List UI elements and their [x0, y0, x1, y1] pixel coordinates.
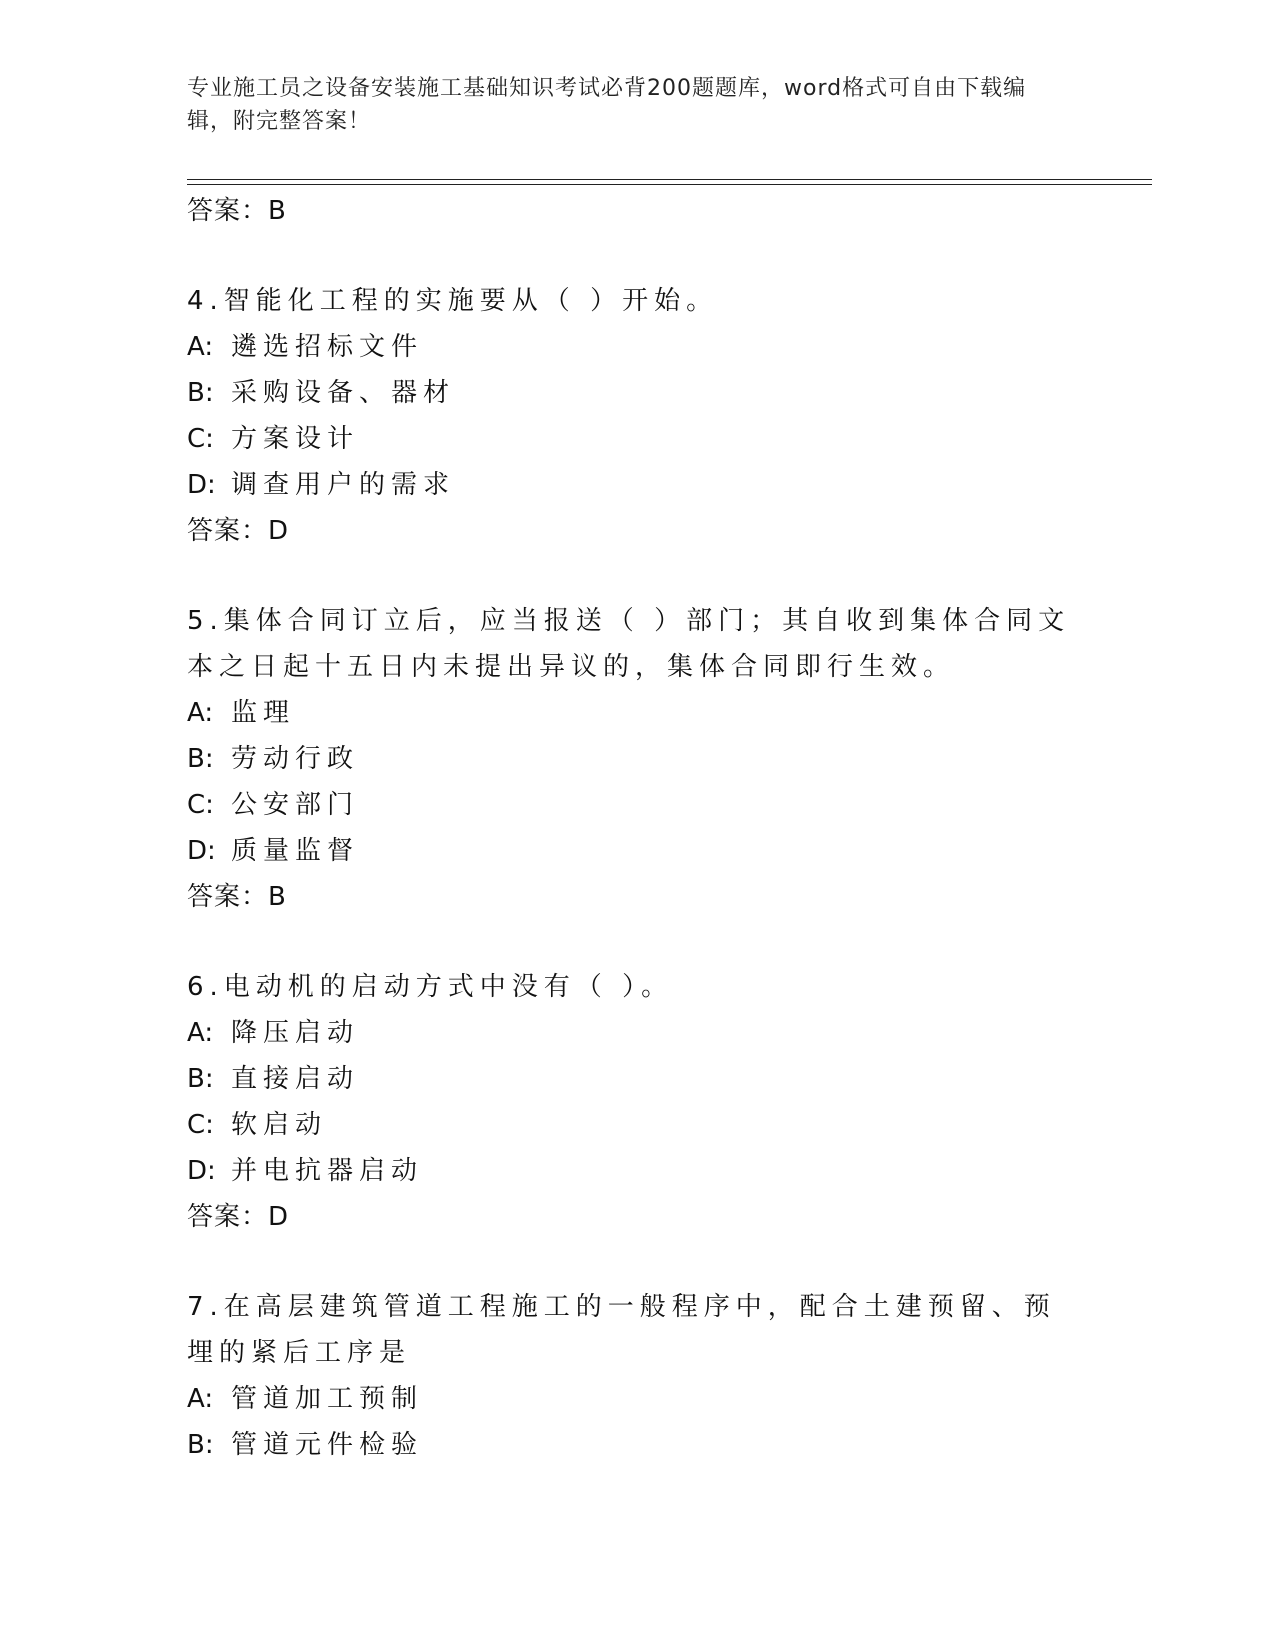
option-letter: A:: [187, 698, 214, 728]
answer-line: 答案：D: [187, 1202, 290, 1232]
option-c: [187, 416, 1087, 462]
option-letter: B:: [187, 1064, 214, 1094]
option-b: [187, 370, 1087, 416]
question-stem: 7.在高层建筑管道工程施工的一般程序中，配合土建预留、预埋的紧后工序是: [187, 1292, 1056, 1368]
document-body: [187, 188, 1087, 1468]
option-letter: A:: [187, 332, 214, 362]
header-rule-top: [187, 179, 1152, 180]
option-text: 监理: [231, 698, 296, 728]
question-block: [187, 598, 1087, 920]
option-a: [187, 1376, 1087, 1422]
option-letter: D:: [187, 836, 216, 866]
option-c: [187, 1102, 1087, 1148]
option-letter: D:: [187, 1156, 216, 1186]
answer-line: 答案：B: [187, 882, 287, 912]
option-text: 降压启动: [231, 1018, 360, 1048]
option-letter: B:: [187, 1430, 214, 1460]
option-text: 直接启动: [231, 1064, 360, 1094]
question-stem: 4.智能化工程的实施要从（ ）开始。: [187, 286, 719, 316]
option-letter: C:: [187, 1110, 214, 1140]
option-text: 方案设计: [231, 424, 360, 454]
question-block: [187, 964, 1087, 1240]
option-a: [187, 690, 1087, 736]
option-letter: D:: [187, 470, 216, 500]
option-letter: C:: [187, 424, 214, 454]
question-stem: 6.电动机的启动方式中没有（ ）。: [187, 972, 674, 1002]
option-text: 并电抗器启动: [231, 1156, 424, 1186]
option-c: [187, 782, 1087, 828]
option-text: 采购设备、器材: [231, 378, 456, 408]
question-block: [187, 1284, 1087, 1468]
option-b: [187, 736, 1087, 782]
option-text: 管道加工预制: [231, 1384, 424, 1414]
option-letter: B:: [187, 378, 214, 408]
option-text: 质量监督: [231, 836, 360, 866]
option-letter: C:: [187, 790, 214, 820]
option-letter: A:: [187, 1018, 214, 1048]
option-text: 公安部门: [231, 790, 360, 820]
option-b: [187, 1056, 1087, 1102]
option-text: 遴选招标文件: [231, 332, 424, 362]
option-d: [187, 1148, 1087, 1194]
header-rule-bottom: [187, 184, 1152, 185]
option-text: 调查用户的需求: [231, 470, 456, 500]
question-stem: 5.集体合同订立后，应当报送（ ）部门；其自收到集体合同文本之日起十五日内未提出异议的，集体合同即行生效。: [187, 606, 1071, 682]
option-d: [187, 828, 1087, 874]
option-b: [187, 1422, 1087, 1468]
option-d: [187, 462, 1087, 508]
option-letter: A:: [187, 1384, 214, 1414]
option-a: [187, 324, 1087, 370]
option-text: 软启动: [231, 1110, 328, 1140]
document-header: 专业施工员之设备安装施工基础知识考试必背200题题库，word格式可自由下载编辑，附完整答案！: [187, 76, 1027, 134]
option-a: [187, 1010, 1087, 1056]
answer-line: 答案：B: [187, 196, 287, 226]
question-block: [187, 278, 1087, 554]
option-letter: B:: [187, 744, 214, 774]
option-text: 劳动行政: [231, 744, 360, 774]
option-text: 管道元件检验: [231, 1430, 424, 1460]
answer-line: 答案：D: [187, 516, 290, 546]
